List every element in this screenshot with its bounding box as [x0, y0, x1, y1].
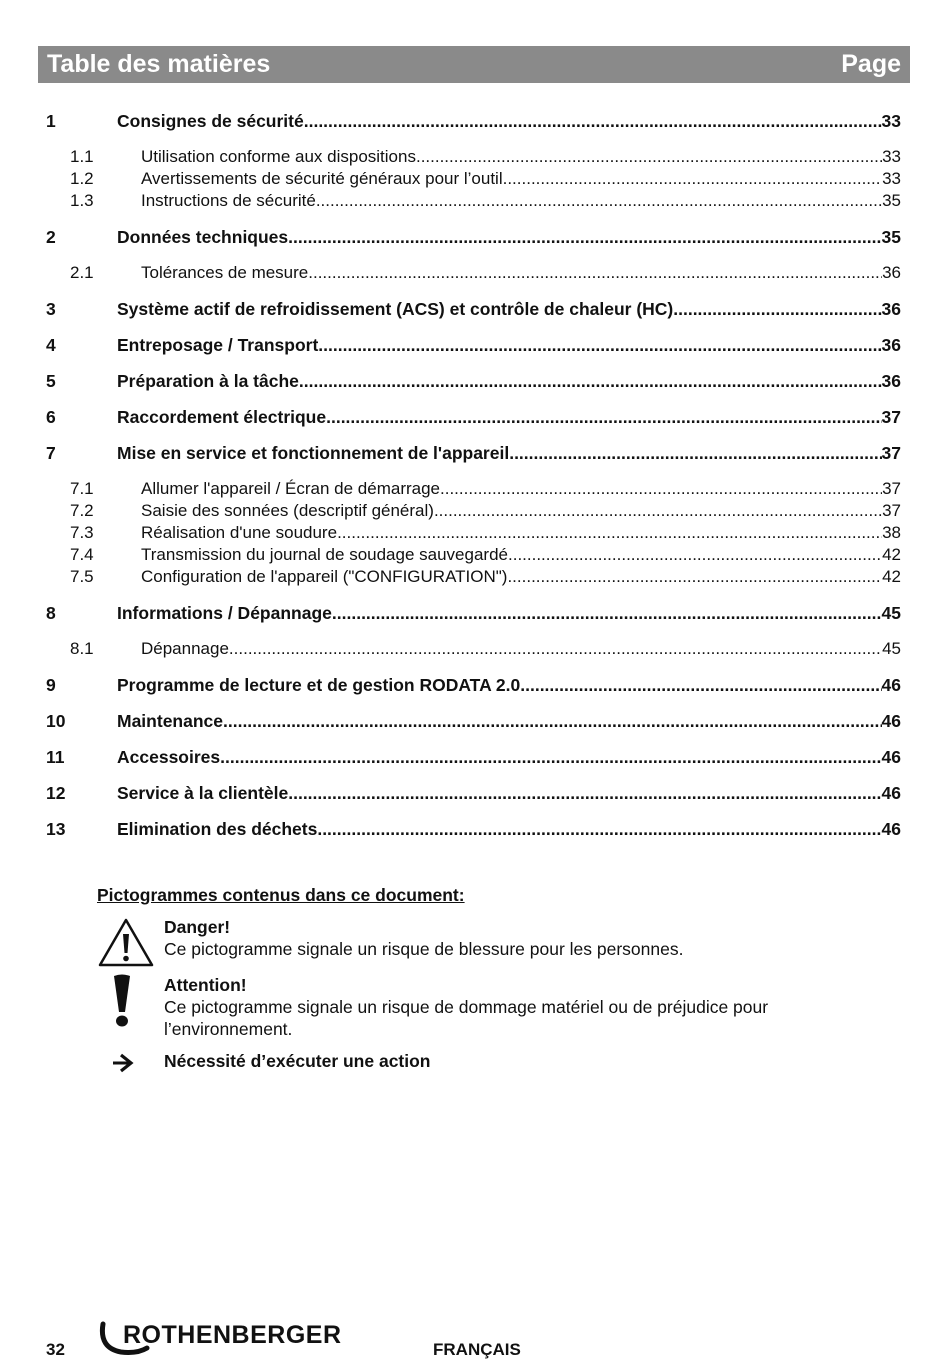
toc-entry-page: 45 [882, 639, 901, 658]
danger-entry [97, 916, 857, 960]
toc-entry-page: 35 [881, 227, 901, 247]
toc-entry[interactable] [46, 602, 901, 624]
toc-dot-leader [304, 110, 882, 132]
attention-title: Attention! [164, 975, 247, 995]
toc-entry-title: Consignes de sécurité [117, 111, 304, 131]
toc-dot-leader [337, 522, 882, 544]
toc-entry-number: 7.3 [70, 523, 94, 542]
toc-entry-number: 2 [46, 227, 56, 247]
toc-dot-leader [223, 710, 882, 732]
arrow-right-icon [111, 1053, 135, 1078]
danger-text: Ce pictogramme signale un risque de blessure pour les personnes. [164, 939, 684, 959]
toc-dot-leader [288, 226, 881, 248]
toc-entry-number: 4 [46, 335, 56, 355]
toc-entry-number: 7.1 [70, 479, 94, 498]
toc-entry-page: 35 [882, 191, 901, 210]
toc-entry-number: 8.1 [70, 639, 94, 658]
toc-entry-page: 33 [882, 147, 901, 166]
toc-entry-number: 7 [46, 443, 56, 463]
toc-subentry[interactable] [46, 478, 901, 500]
toc-entry-number: 3 [46, 299, 56, 319]
toc-dot-leader [673, 298, 881, 320]
toc-entry-page: 46 [881, 747, 901, 767]
toc-subentry[interactable] [46, 500, 901, 522]
toc-entry-number: 2.1 [70, 263, 94, 282]
toc-entry[interactable] [46, 370, 901, 392]
toc-entry-title: Allumer l'appareil / Écran de démarrage [141, 479, 441, 498]
page-column-label: Page [841, 50, 901, 78]
toc-entry-title: Tolérances de mesure [141, 263, 309, 282]
toc-entry-title: Accessoires [117, 747, 221, 767]
toc-entry[interactable] [46, 442, 901, 464]
toc-entry-page: 36 [882, 263, 901, 282]
toc-entry-number: 1.3 [70, 191, 94, 210]
action-entry [97, 1050, 857, 1072]
danger-title: Danger! [164, 917, 231, 937]
language-label: FRANÇAIS [433, 1340, 521, 1359]
toc-entry[interactable] [46, 818, 901, 840]
toc-entry-page: 38 [882, 523, 901, 542]
toc-dot-leader [503, 168, 882, 190]
toc-dot-leader [416, 146, 882, 168]
toc-entry-page: 37 [881, 407, 901, 427]
toc-dot-leader [332, 602, 882, 624]
attention-text: Ce pictogramme signale un risque de dommage matériel ou de préjudice pour l’environnement. [164, 997, 769, 1039]
toc-subentry[interactable] [46, 522, 901, 544]
toc-entry[interactable] [46, 110, 901, 132]
toc-entry-title: Instructions de sécurité [141, 191, 316, 210]
toc-entry-page: 45 [881, 603, 901, 623]
toc-entry-page: 37 [881, 443, 901, 463]
toc-subentry[interactable] [46, 544, 901, 566]
toc-entry-number: 7.4 [70, 545, 94, 564]
toc-entry-page: 37 [882, 479, 901, 498]
toc-entry[interactable] [46, 406, 901, 428]
toc-dot-leader [316, 190, 882, 212]
toc-entry-number: 5 [46, 371, 56, 391]
toc-subentry[interactable] [46, 146, 901, 168]
exclamation-icon [111, 974, 133, 1035]
toc-dot-leader [440, 478, 882, 500]
toc-entry-page: 36 [881, 371, 901, 391]
toc-entry-page: 33 [882, 169, 901, 188]
toc-entry-page: 42 [882, 545, 901, 564]
toc-entry-page: 33 [881, 111, 901, 131]
toc-entry-page: 46 [881, 783, 901, 803]
toc-entry-title: Programme de lecture et de gestion RODATA 2.0 [117, 675, 521, 695]
logo-wordmark: ROTHENBERGER [123, 1321, 342, 1349]
toc-subentry[interactable] [46, 262, 901, 284]
toc-dot-leader [288, 782, 881, 804]
attention-entry [97, 974, 857, 1040]
pictogram-heading: Pictogrammes contenus dans ce document: [97, 885, 465, 905]
toc-entry-number: 10 [46, 711, 66, 731]
toc-entry-number: 7.2 [70, 501, 94, 520]
toc-dot-leader [509, 442, 881, 464]
toc-entry-number: 6 [46, 407, 56, 427]
toc-dot-leader [434, 500, 882, 522]
toc-entry-title: Transmission du journal de soudage sauvegardé [141, 545, 508, 564]
toc-entry-number: 8 [46, 603, 56, 623]
toc-entry-number: 13 [46, 819, 66, 839]
toc-entry[interactable] [46, 782, 901, 804]
table-of-contents [46, 110, 901, 840]
toc-entry-number: 1 [46, 111, 56, 131]
toc-entry-title: Saisie des sonnées (descriptif général) [141, 501, 434, 520]
toc-dot-leader [520, 674, 881, 696]
toc-entry-title: Entreposage / Transport [117, 335, 319, 355]
page-number: 32 [46, 1340, 65, 1359]
toc-heading: Table des matières [47, 50, 271, 78]
pictogram-legend [97, 884, 857, 1072]
toc-entry-title: Mise en service et fonctionnement de l'appareil [117, 443, 510, 463]
toc-entry-title: Préparation à la tâche [117, 371, 299, 391]
toc-entry-title: Dépannage [141, 639, 229, 658]
toc-dot-leader [299, 370, 882, 392]
warning-triangle-icon [97, 916, 155, 973]
action-title: Nécessité d’exécuter une action [164, 1051, 431, 1071]
toc-entry-number: 7.5 [70, 567, 94, 586]
toc-entry-title: Système actif de refroidissement (ACS) et contrôle de chaleur (HC) [117, 299, 674, 319]
toc-entry-title: Maintenance [117, 711, 223, 731]
toc-entry-title: Informations / Dépannage [117, 603, 332, 623]
toc-entry-number: 9 [46, 675, 56, 695]
toc-header-bar [38, 46, 910, 83]
toc-entry-title: Elimination des déchets [117, 819, 318, 839]
toc-entry-title: Données techniques [117, 227, 289, 247]
rothenberger-logo [97, 1318, 347, 1358]
toc-entry-title: Raccordement électrique [117, 407, 327, 427]
toc-dot-leader [220, 746, 881, 768]
toc-dot-leader [229, 638, 882, 660]
toc-subentry[interactable] [46, 566, 901, 588]
toc-entry-title: Service à la clientèle [117, 783, 289, 803]
toc-entry-title: Avertissements de sécurité généraux pour l’outil [141, 169, 503, 188]
toc-entry-page: 46 [881, 675, 901, 695]
toc-entry-page: 46 [881, 711, 901, 731]
toc-entry-number: 11 [46, 747, 65, 767]
toc-entry[interactable] [46, 674, 901, 696]
toc-entry[interactable] [46, 226, 901, 248]
toc-dot-leader [326, 406, 881, 428]
toc-dot-leader [508, 544, 882, 566]
toc-entry-number: 12 [46, 783, 66, 803]
toc-entry-number: 1.2 [70, 169, 94, 188]
toc-entry-title: Configuration de l'appareil ("CONFIGURATION") [141, 567, 508, 586]
toc-entry-page: 37 [882, 501, 901, 520]
toc-subentry[interactable] [46, 168, 901, 190]
toc-entry-page: 36 [881, 335, 901, 355]
toc-subentry[interactable] [46, 638, 901, 660]
toc-subentry[interactable] [46, 190, 901, 212]
toc-entry[interactable] [46, 746, 901, 768]
toc-entry-title: Réalisation d'une soudure [141, 523, 338, 542]
toc-dot-leader [308, 262, 882, 284]
toc-dot-leader [318, 334, 881, 356]
toc-entry-page: 46 [881, 819, 901, 839]
toc-entry-title: Utilisation conforme aux dispositions [141, 147, 416, 166]
toc-dot-leader [317, 818, 881, 840]
toc-entry[interactable] [46, 334, 901, 356]
toc-entry[interactable] [46, 298, 901, 320]
toc-entry-page: 42 [882, 567, 901, 586]
toc-entry[interactable] [46, 710, 901, 732]
toc-entry-number: 1.1 [70, 147, 94, 166]
toc-entry-page: 36 [881, 299, 901, 319]
toc-dot-leader [507, 566, 882, 588]
